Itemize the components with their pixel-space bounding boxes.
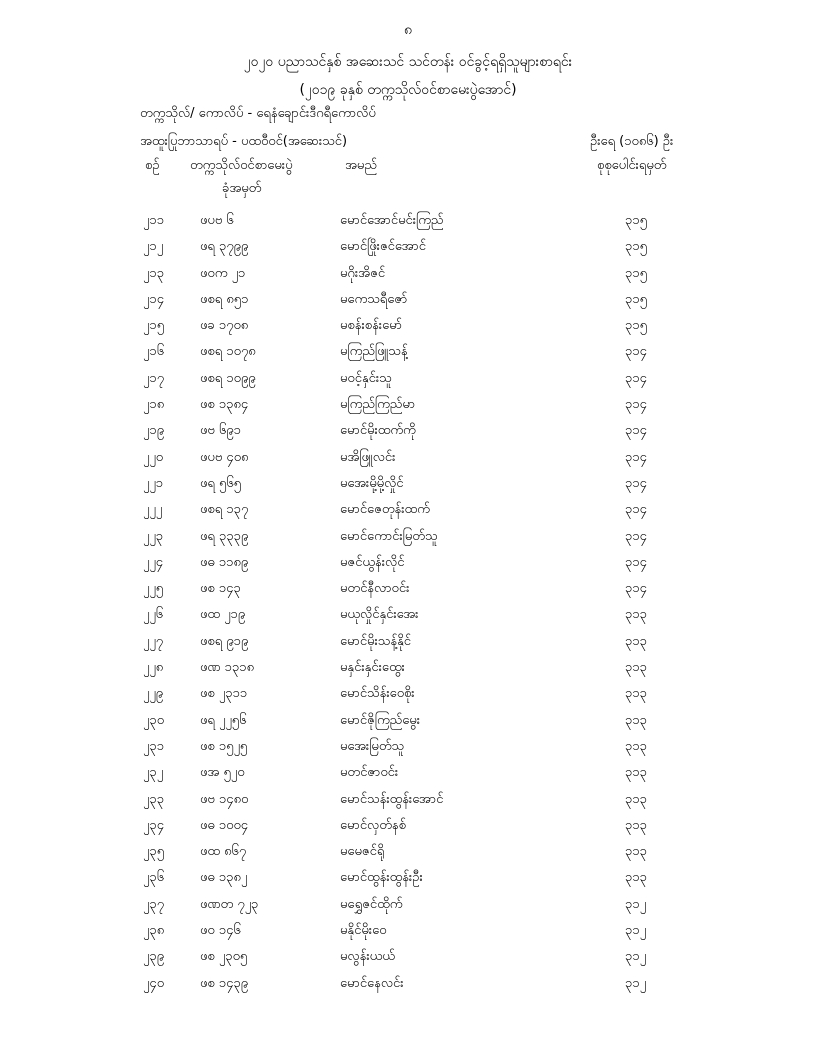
- row-number: ၂၂၇: [143, 633, 164, 649]
- row-number: ၂၃၂: [143, 765, 164, 781]
- roll-number: ဖဝ ၁၄၆: [200, 923, 241, 939]
- student-name: မစန်းစန်းမော်: [340, 318, 402, 334]
- roll-number: ဖစရ ၈၅၁: [200, 291, 249, 307]
- total-score: ၃၁၄: [625, 581, 647, 597]
- total-score: ၃၁၄: [625, 397, 647, 413]
- table-row: [0, 791, 816, 817]
- column-header-name: အမည်: [345, 158, 377, 173]
- table-row: [0, 896, 816, 922]
- student-name: မောင်သိန်းဝေစိုး: [340, 686, 415, 702]
- table-row: [0, 265, 816, 291]
- student-name: မရွှေဇင်ထိုက်: [340, 896, 403, 912]
- results-table: [0, 212, 816, 1001]
- student-name: မောင်လှတ်နစ်: [340, 817, 406, 833]
- roll-number: ဖစ ၁၄၃: [200, 581, 241, 597]
- student-name: မအေးမို့မို့လှိုင်: [340, 475, 404, 491]
- table-row: [0, 396, 816, 422]
- student-name: မတင်ဇာဝင်း: [340, 765, 399, 781]
- roll-number: ဖစ ၁၃၈၄: [200, 397, 249, 413]
- row-number: ၂၁၄: [143, 291, 165, 307]
- student-name: မကေသရီဇော်: [340, 291, 408, 307]
- table-row: [0, 712, 816, 738]
- total-score: ၃၁၃: [625, 633, 647, 649]
- total-score: ၃၁၅: [625, 213, 647, 228]
- table-row: [0, 764, 816, 790]
- roll-number: ဖစရ ၁၀၉၉: [200, 370, 256, 386]
- student-name: မကြည်ဖြူသန့်: [340, 344, 408, 360]
- total-score: ၃၁၅: [625, 318, 647, 334]
- row-number: ၂၃၉: [143, 949, 165, 965]
- roll-number: ဖရ ၃၇၉၉: [200, 239, 249, 255]
- table-row: [0, 948, 816, 974]
- row-number: ၂၂၀: [143, 449, 164, 465]
- row-number: ၂၂၃: [143, 528, 164, 544]
- total-score: ၃၁၂: [625, 975, 647, 991]
- total-score: ၃၁၃: [625, 738, 647, 754]
- page-number: ၈: [404, 22, 412, 38]
- table-row: [0, 449, 816, 475]
- roll-number: ဖစ ၁၄၃၉: [200, 975, 249, 991]
- university-label: တက္ကသိုလ်/ ကောလိပ် - ရေနံချောင်းဒီဂရီကောလိပ်: [140, 106, 376, 121]
- roll-number: ဖဏတ ၇၂၃: [200, 896, 259, 912]
- table-row: [0, 212, 816, 238]
- row-number: ၂၁၁: [143, 213, 165, 228]
- column-header-score: စုစုပေါင်းရမှတ်: [597, 158, 667, 173]
- roll-number: ဖခ ၁၇၀၈: [200, 318, 249, 334]
- roll-number: ဖဓ ၁၃၈၂: [200, 870, 248, 886]
- total-score: ၃၁၄: [625, 475, 647, 491]
- roll-number: ဖစရ ၁၃၇: [200, 502, 249, 518]
- row-number: ၂၁၉: [143, 423, 165, 439]
- student-name: မောင်ဇိုကြည်မွေး: [340, 712, 421, 728]
- roll-number: ဖရ ၂၂၅၆: [200, 712, 247, 728]
- total-score: ၃၁၃: [625, 712, 647, 728]
- table-row: [0, 606, 816, 632]
- roll-number: ဖစရ ၉၁၉: [200, 633, 249, 649]
- total-score: ၃၁၄: [625, 423, 647, 439]
- row-number: ၂၃၄: [143, 817, 165, 833]
- table-row: [0, 317, 816, 343]
- row-number: ၂၁၈: [143, 397, 165, 413]
- total-score: ၃၁၅: [625, 291, 647, 307]
- total-score: ၃၁၄: [625, 528, 647, 544]
- student-name: မအေးမြတ်သူ: [340, 738, 405, 754]
- roll-number: ဖဝက ၂၁: [200, 265, 246, 281]
- table-row: [0, 817, 816, 843]
- roll-number: ဖဗ ၆၉၁: [200, 423, 241, 439]
- roll-number: ဖပဗ ၆: [200, 213, 234, 228]
- row-number: ၂၃၃: [143, 791, 165, 807]
- roll-number: ဖအ ၅၂၀: [200, 765, 245, 781]
- student-name: မကြည်ကြည်မာ: [340, 397, 416, 413]
- row-number: ၂၁၃: [143, 265, 165, 281]
- table-row: [0, 238, 816, 264]
- row-number: ၂၂၄: [143, 554, 164, 570]
- table-row: [0, 554, 816, 580]
- table-row: [0, 659, 816, 685]
- row-number: ၂၃၀: [143, 712, 165, 728]
- column-header-roll-sub: ခုံအမှတ်: [222, 181, 262, 196]
- table-row: [0, 528, 816, 554]
- total-score: ၃၁၄: [625, 554, 647, 570]
- table-row: [0, 501, 816, 527]
- row-number: ၂၂၁: [143, 475, 164, 491]
- roll-number: ဖရ ၃၃၃၉: [200, 528, 249, 544]
- table-row: [0, 975, 816, 1001]
- table-row: [0, 922, 816, 948]
- student-name: မဝင့်နှင်းသူ: [340, 370, 392, 386]
- student-name: မောင်မိုးသန့်နိုင်: [340, 633, 411, 649]
- total-score: ၃၁၃: [625, 660, 647, 676]
- student-name: မောင်မိုးထက်ကို: [340, 423, 416, 439]
- student-name: မနိုင်မိုးဝေ: [340, 923, 387, 939]
- column-header-roll: တက္ကသိုလ်ဝင်စာမေးပွဲ: [190, 158, 293, 173]
- row-number: ၂၁၇: [143, 370, 165, 386]
- subject-label: အထူးပြုဘာသာရပ် - ပထဝီဝင်(အဆေးသင်): [140, 134, 348, 149]
- total-score: ၃၁၃: [625, 870, 647, 886]
- student-name: မောင်အောင်မင်းကြည်: [340, 213, 444, 228]
- student-name: မဇင်ယွန်းလိုင်: [340, 554, 405, 570]
- table-row: [0, 580, 816, 606]
- table-row: [0, 843, 816, 869]
- total-score: ၃၁၃: [625, 607, 647, 623]
- row-number: ၂၃၇: [143, 896, 165, 912]
- table-row: [0, 633, 816, 659]
- row-number: ၂၂၅: [143, 581, 164, 597]
- table-row: [0, 343, 816, 369]
- table-row: [0, 422, 816, 448]
- total-score: ၃၁၃: [625, 686, 647, 702]
- table-row: [0, 738, 816, 764]
- student-name: မနှင်းနှင်းထွေး: [340, 660, 405, 676]
- roll-number: ဖစ ၂၃၀၅: [200, 949, 248, 965]
- total-score: ၃၁၃: [625, 791, 647, 807]
- student-name: မယုလှိုင်နှင်းအေး: [340, 607, 419, 623]
- student-name: မဂိုးအိဇင်: [340, 265, 386, 281]
- row-number: ၂၄၀: [143, 975, 165, 991]
- roll-number: ဖဏ ၁၃၁၈: [200, 660, 255, 676]
- roll-number: ဖရ ၅၆၅: [200, 475, 241, 491]
- row-number: ၂၁၅: [143, 318, 165, 334]
- student-count: ဦးရေ (၁၀၈၆) ဦး: [590, 134, 674, 149]
- total-score: ၃၁၄: [625, 344, 647, 360]
- roll-number: ဖဗ ၁၄၈၀: [200, 791, 249, 807]
- row-number: ၂၃၁: [143, 738, 165, 754]
- student-name: မောင်နေလင်း: [340, 975, 404, 991]
- row-number: ၂၂၈: [143, 660, 164, 676]
- total-score: ၃၁၄: [625, 449, 647, 465]
- roll-number: ဖဓ ၁၀၀၄: [200, 817, 249, 833]
- total-score: ၃၁၅: [625, 265, 647, 281]
- table-row: [0, 685, 816, 711]
- total-score: ၃၁၂: [625, 949, 647, 965]
- total-score: ၃၁၄: [625, 502, 647, 518]
- student-name: မောင်ဖြိုးဇင်အောင်: [340, 239, 426, 255]
- student-name: မတင်နီလာဝင်း: [340, 581, 410, 597]
- roll-number: ဖပဗ ၄၀၈: [200, 449, 249, 465]
- student-name: မလွန်းယယ်: [340, 949, 395, 965]
- total-score: ၃၁၄: [625, 370, 647, 386]
- row-number: ၂၂၂: [143, 502, 163, 518]
- row-number: ၂၁၆: [143, 344, 165, 360]
- student-name: မောင်ထွန်းထွန်းဦး: [340, 870, 423, 886]
- row-number: ၂၂၆: [143, 607, 164, 623]
- row-number: ၂၃၅: [143, 844, 165, 860]
- document-subtitle: (၂၀၁၉ ခုနှစ် တက္ကသိုလ်ဝင်စာမေးပွဲအောင်): [299, 82, 517, 98]
- table-row: [0, 475, 816, 501]
- table-row: [0, 291, 816, 317]
- total-score: ၃၁၅: [625, 239, 647, 255]
- row-number: ၂၃၆: [143, 870, 165, 886]
- student-name: မောင်ကောင်းမြတ်သူ: [340, 528, 438, 544]
- roll-number: ဖထ ၈၆၇: [200, 844, 247, 860]
- student-name: မောင်သန်းထွန်းအောင်: [340, 791, 444, 807]
- roll-number: ဖစ ၁၅၂၅: [200, 738, 248, 754]
- row-number: ၂၁၂: [143, 239, 164, 255]
- row-number: ၂၂၉: [143, 686, 164, 702]
- total-score: ၃၁၃: [625, 817, 647, 833]
- total-score: ၃၁၂: [625, 896, 647, 912]
- roll-number: ဖစ ၂၃၁၁: [200, 686, 248, 702]
- table-row: [0, 370, 816, 396]
- table-row: [0, 869, 816, 895]
- column-header-number: စဉ်: [145, 158, 160, 173]
- roll-number: ဖဓ ၁၁၈၉: [200, 554, 249, 570]
- total-score: ၃၁၂: [625, 923, 647, 939]
- student-name: မောင်ဇေတုန်းထက်: [340, 502, 430, 518]
- roll-number: ဖစရ ၁၀၇၈: [200, 344, 256, 360]
- total-score: ၃၁၃: [625, 844, 647, 860]
- student-name: မမေဇင်ရို: [340, 844, 385, 860]
- student-name: မအိဖြူလင်း: [340, 449, 396, 465]
- row-number: ၂၃၈: [143, 923, 165, 939]
- roll-number: ဖထ ၂၁၉: [200, 607, 246, 623]
- total-score: ၃၁၃: [625, 765, 647, 781]
- document-title: ၂၀၂၀ ပညာသင်နှစ် အဆေးသင် သင်တန်း ဝင်ခွင့်ရရှိသူများစာရင်း: [243, 54, 573, 70]
